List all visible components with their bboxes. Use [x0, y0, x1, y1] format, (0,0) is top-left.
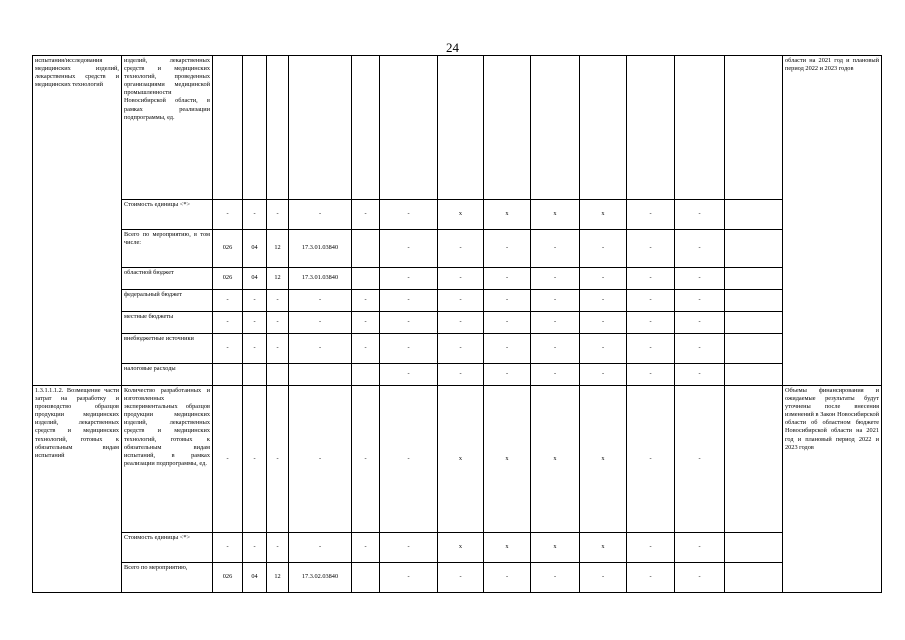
value-cell: -: [213, 290, 243, 312]
value-cell: х: [531, 533, 580, 563]
table-row: [33, 386, 882, 533]
value-cell: -: [675, 230, 725, 268]
value-cell: -: [580, 563, 627, 593]
value-cell: -: [243, 312, 267, 334]
value-cell: 04: [243, 268, 267, 290]
value-cell: -: [289, 290, 352, 312]
value-cell: -: [675, 290, 725, 312]
value-cell: -: [675, 533, 725, 563]
value-cell: 026: [213, 230, 243, 268]
value-cell: 17.3.01.03840: [289, 230, 352, 268]
indicator-cell: Стоимость единицы <*>: [122, 200, 213, 230]
value-cell: -: [627, 364, 675, 386]
value-cell: [352, 56, 380, 200]
value-cell: -: [289, 386, 352, 533]
value-cell: -: [352, 334, 380, 364]
table-row: [33, 312, 882, 334]
table-row: [33, 56, 882, 200]
value-cell: -: [267, 200, 289, 230]
value-cell: -: [352, 200, 380, 230]
value-cell: -: [289, 312, 352, 334]
value-cell: -: [267, 312, 289, 334]
value-cell: х: [531, 386, 580, 533]
value-cell: -: [380, 230, 438, 268]
value-cell: -: [438, 312, 484, 334]
value-cell: [267, 56, 289, 200]
empty-cell: [725, 386, 783, 533]
value-cell: -: [438, 334, 484, 364]
event-name-cell: 1.3.1.1.1.2. Возмещение части затрат на разработку и производство образцов продукции медицинских изделий, лекарственных средств и медицинских технологий, готовых к обязательным видам испытаний: [33, 386, 122, 593]
value-cell: [352, 268, 380, 290]
value-cell: х: [580, 533, 627, 563]
value-cell: -: [580, 268, 627, 290]
value-cell: х: [438, 386, 484, 533]
value-cell: -: [289, 200, 352, 230]
indicator-cell: налоговые расходы: [122, 364, 213, 386]
value-cell: х: [484, 200, 531, 230]
value-cell: -: [352, 533, 380, 563]
value-cell: [675, 56, 725, 200]
value-cell: -: [438, 290, 484, 312]
value-cell: -: [438, 364, 484, 386]
value-cell: -: [580, 290, 627, 312]
value-cell: -: [484, 563, 531, 593]
indicator-cell: Всего по мероприятию, в том числе:: [122, 230, 213, 268]
indicator-cell: изделий, лекарственных средств и медицинских технологий, проведенных организациями медицинской промышленности Новосибирской области, в рамках реализации подпрограммы, ед.: [122, 56, 213, 200]
value-cell: -: [352, 290, 380, 312]
table-body: [33, 56, 882, 593]
indicator-cell: Всего по мероприятию,: [122, 563, 213, 593]
value-cell: 12: [267, 563, 289, 593]
value-cell: х: [484, 533, 531, 563]
value-cell: -: [380, 290, 438, 312]
empty-cell: [725, 56, 783, 200]
value-cell: 04: [243, 563, 267, 593]
value-cell: -: [352, 312, 380, 334]
value-cell: [267, 364, 289, 386]
value-cell: -: [531, 364, 580, 386]
table-row: [33, 364, 882, 386]
value-cell: -: [484, 268, 531, 290]
table-row: [33, 200, 882, 230]
event-name-cell: испытания/исследования медицинских изделий, лекарственных средств и медицинских технологий: [33, 56, 122, 386]
value-cell: [213, 56, 243, 200]
value-cell: -: [675, 364, 725, 386]
indicator-cell: Стоимость единицы <*>: [122, 533, 213, 563]
value-cell: 12: [267, 268, 289, 290]
value-cell: -: [531, 290, 580, 312]
value-cell: -: [243, 533, 267, 563]
table-row: [33, 230, 882, 268]
value-cell: [438, 56, 484, 200]
value-cell: -: [675, 268, 725, 290]
value-cell: -: [213, 386, 243, 533]
value-cell: 17.3.01.03840: [289, 268, 352, 290]
value-cell: -: [243, 334, 267, 364]
value-cell: -: [627, 386, 675, 533]
value-cell: 026: [213, 563, 243, 593]
value-cell: [531, 56, 580, 200]
value-cell: х: [580, 200, 627, 230]
value-cell: [352, 364, 380, 386]
value-cell: -: [380, 334, 438, 364]
value-cell: 17.3.02.03840: [289, 563, 352, 593]
value-cell: -: [243, 386, 267, 533]
value-cell: -: [438, 563, 484, 593]
value-cell: [352, 563, 380, 593]
value-cell: -: [438, 268, 484, 290]
indicator-cell: Количество разработанных и изготовленных экспериментальных образцов продукции медицинских изделий, лекарственных средств и медицинских технологий, готовых к обязательным видам испытаний, в рамках реализации подпрограммы, ед.: [122, 386, 213, 533]
value-cell: -: [580, 312, 627, 334]
value-cell: -: [267, 533, 289, 563]
value-cell: х: [438, 200, 484, 230]
page-number: 24: [446, 40, 459, 55]
table-row: [33, 563, 882, 593]
value-cell: -: [627, 290, 675, 312]
expected-result-cell: области на 2021 год и плановый период 2022 и 2023 годов: [783, 56, 882, 386]
value-cell: 04: [243, 230, 267, 268]
empty-cell: [725, 334, 783, 364]
value-cell: 026: [213, 268, 243, 290]
value-cell: [289, 364, 352, 386]
value-cell: -: [531, 230, 580, 268]
empty-cell: [725, 200, 783, 230]
value-cell: -: [267, 290, 289, 312]
value-cell: [352, 230, 380, 268]
value-cell: х: [484, 386, 531, 533]
value-cell: х: [531, 200, 580, 230]
value-cell: -: [675, 563, 725, 593]
value-cell: [289, 56, 352, 200]
value-cell: -: [627, 230, 675, 268]
empty-cell: [725, 312, 783, 334]
table-row: [33, 334, 882, 364]
program-table: [32, 55, 882, 593]
value-cell: -: [531, 312, 580, 334]
value-cell: -: [267, 334, 289, 364]
value-cell: -: [675, 334, 725, 364]
value-cell: -: [380, 563, 438, 593]
value-cell: -: [213, 334, 243, 364]
table-row: [33, 290, 882, 312]
value-cell: -: [627, 200, 675, 230]
value-cell: -: [675, 386, 725, 533]
value-cell: -: [484, 334, 531, 364]
value-cell: -: [380, 200, 438, 230]
value-cell: [213, 364, 243, 386]
value-cell: -: [380, 312, 438, 334]
value-cell: -: [580, 334, 627, 364]
value-cell: -: [243, 290, 267, 312]
value-cell: 12: [267, 230, 289, 268]
value-cell: -: [213, 200, 243, 230]
value-cell: -: [627, 268, 675, 290]
value-cell: -: [484, 290, 531, 312]
value-cell: -: [438, 230, 484, 268]
value-cell: -: [580, 230, 627, 268]
value-cell: х: [438, 533, 484, 563]
value-cell: -: [627, 563, 675, 593]
value-cell: -: [484, 230, 531, 268]
value-cell: [243, 364, 267, 386]
indicator-cell: федеральный бюджет: [122, 290, 213, 312]
value-cell: -: [380, 386, 438, 533]
indicator-cell: внебюджетные источники: [122, 334, 213, 364]
value-cell: [484, 56, 531, 200]
empty-cell: [725, 533, 783, 563]
empty-cell: [725, 364, 783, 386]
value-cell: -: [243, 200, 267, 230]
value-cell: -: [213, 533, 243, 563]
expected-result-cell: Объемы финансирования и ожидаемые результаты будут уточнены после внесения изменений в Закон Новосибирской области об областном бюджете Новосибирской области на 2021 год и плановый период 2022 и 2023 годов: [783, 386, 882, 593]
value-cell: -: [213, 312, 243, 334]
value-cell: -: [627, 312, 675, 334]
indicator-cell: местные бюджеты: [122, 312, 213, 334]
empty-cell: [725, 230, 783, 268]
value-cell: -: [352, 386, 380, 533]
value-cell: [627, 56, 675, 200]
value-cell: [380, 56, 438, 200]
value-cell: х: [580, 386, 627, 533]
value-cell: -: [627, 533, 675, 563]
value-cell: -: [289, 334, 352, 364]
value-cell: [580, 56, 627, 200]
table-row: [33, 268, 882, 290]
value-cell: [243, 56, 267, 200]
value-cell: -: [267, 386, 289, 533]
value-cell: -: [531, 334, 580, 364]
value-cell: -: [289, 533, 352, 563]
empty-cell: [725, 290, 783, 312]
value-cell: -: [380, 268, 438, 290]
empty-cell: [725, 268, 783, 290]
value-cell: -: [675, 200, 725, 230]
value-cell: -: [675, 312, 725, 334]
value-cell: -: [484, 364, 531, 386]
value-cell: -: [380, 364, 438, 386]
value-cell: -: [380, 533, 438, 563]
table-row: [33, 533, 882, 563]
indicator-cell: областной бюджет: [122, 268, 213, 290]
value-cell: -: [627, 334, 675, 364]
value-cell: -: [531, 268, 580, 290]
empty-cell: [725, 563, 783, 593]
value-cell: -: [484, 312, 531, 334]
value-cell: -: [580, 364, 627, 386]
value-cell: -: [531, 563, 580, 593]
